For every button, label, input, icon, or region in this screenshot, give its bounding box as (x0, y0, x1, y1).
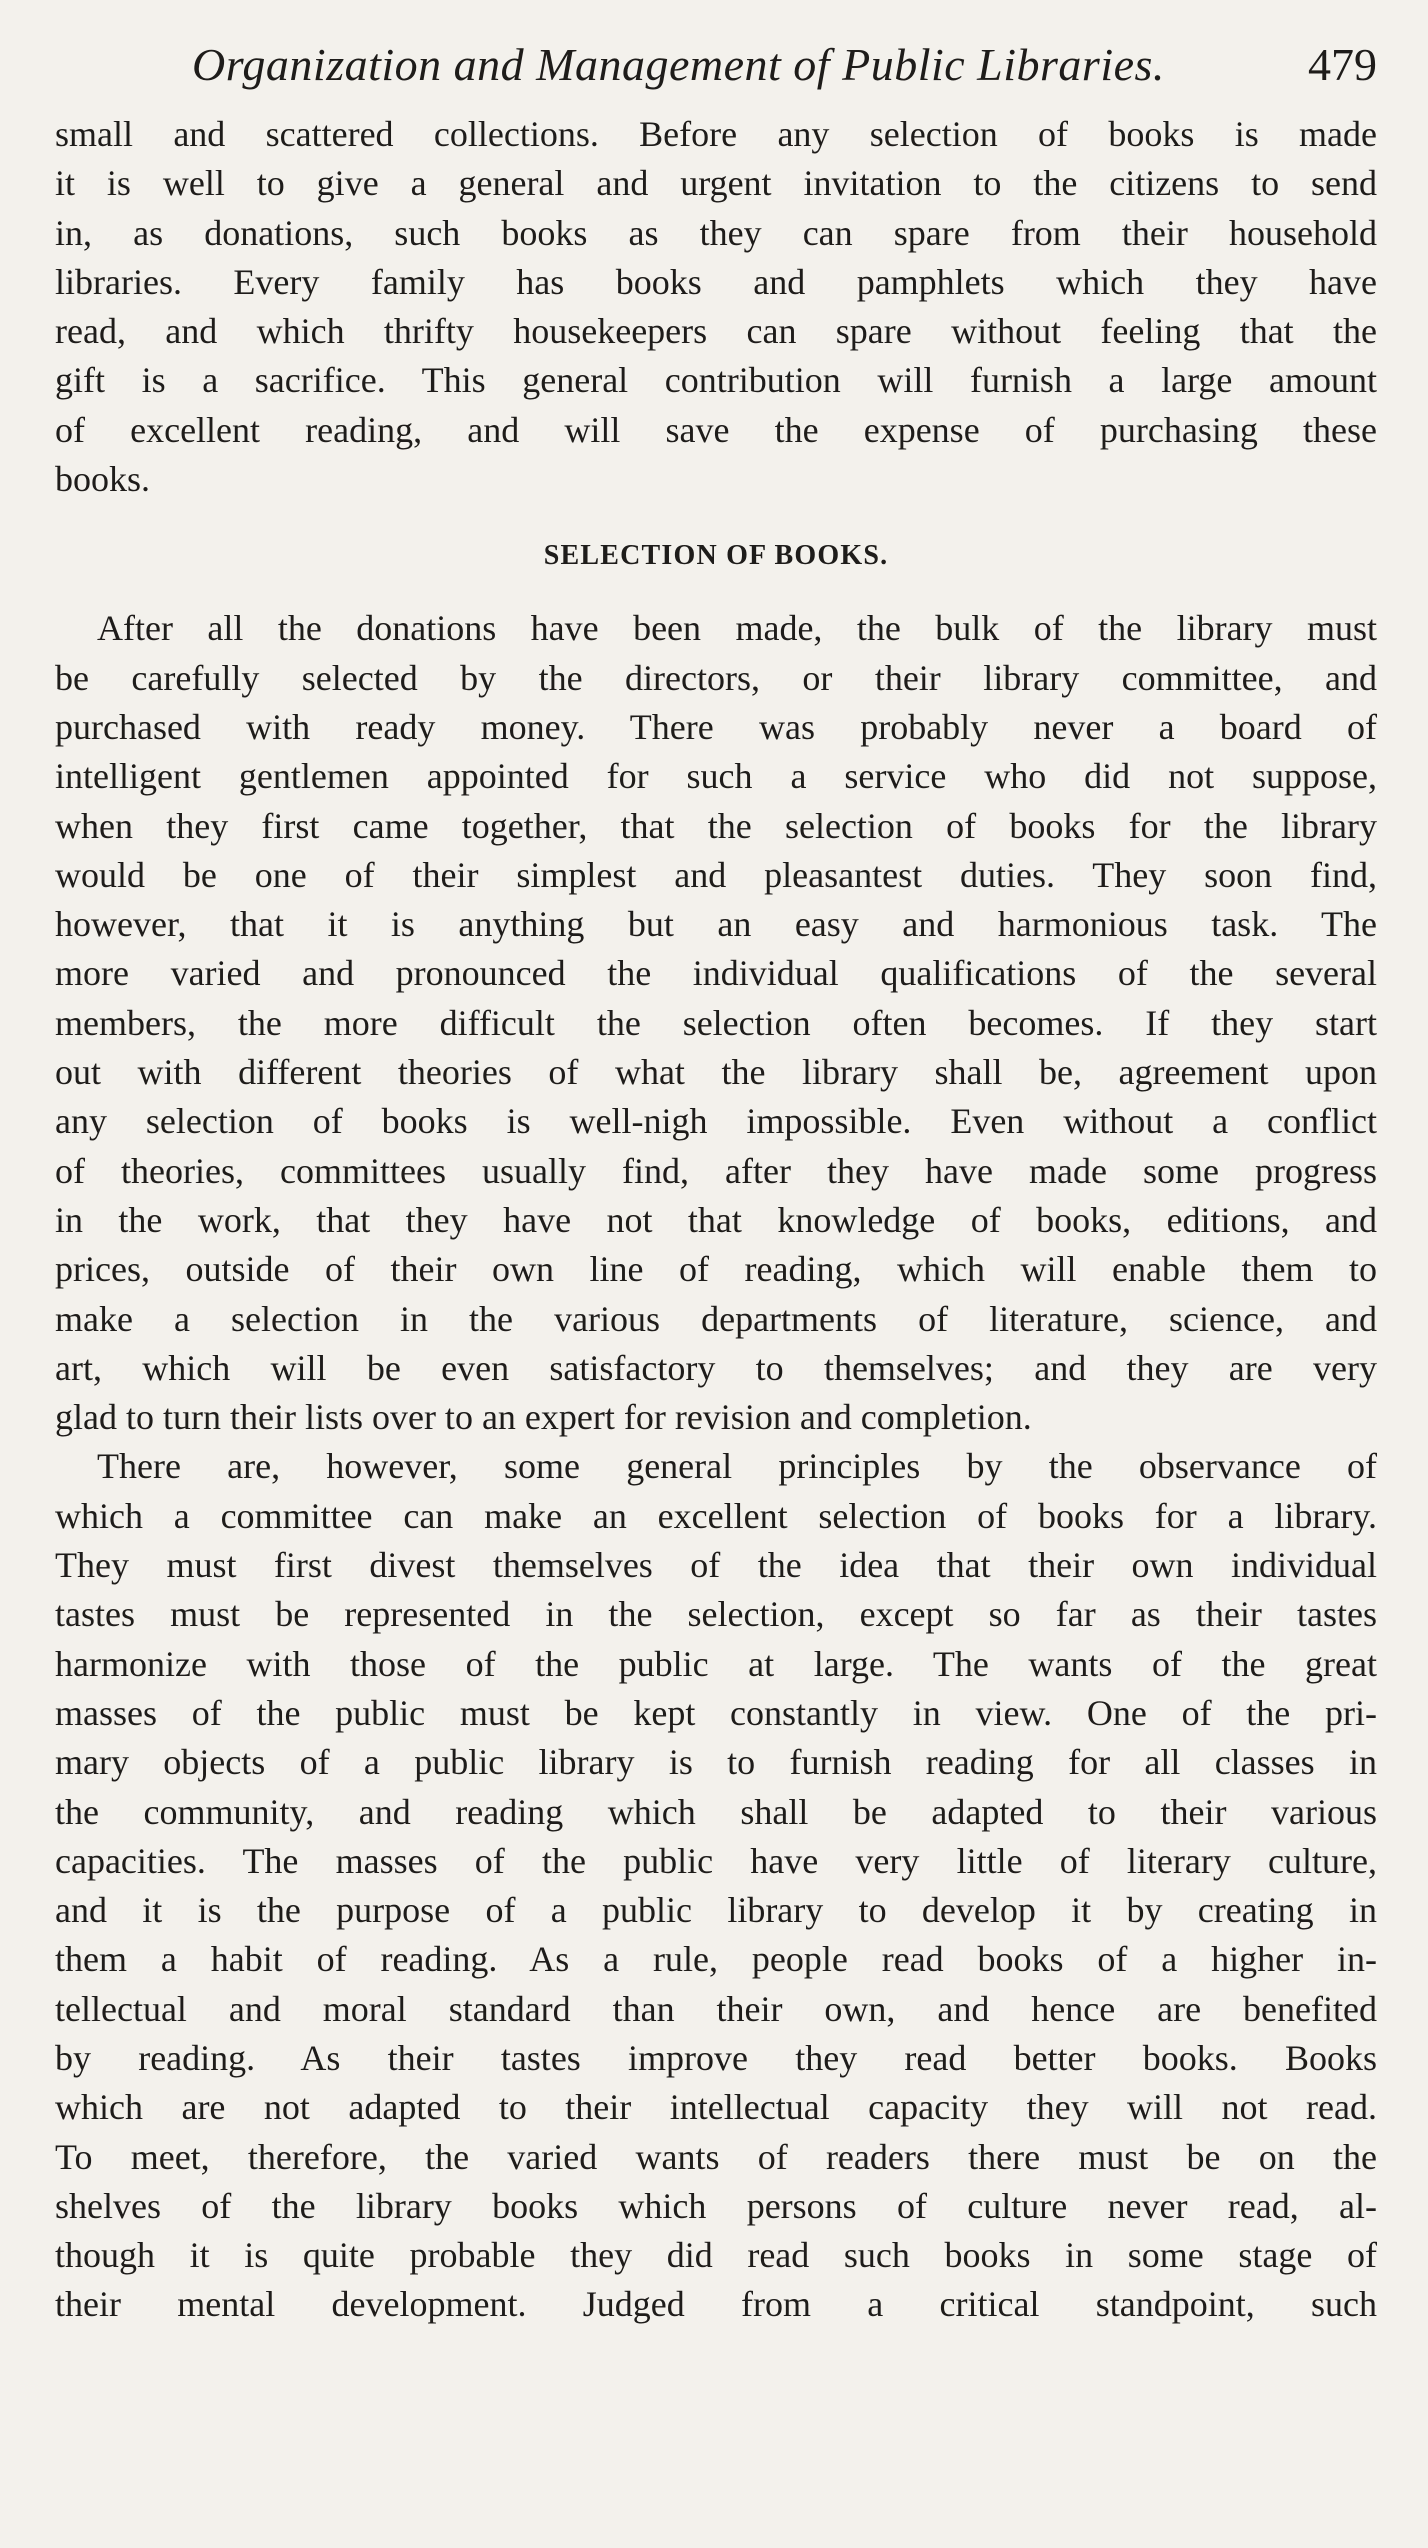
text-line: masses of the public must be kept constantly in view. One of the pri- (55, 1692, 1377, 1733)
section-heading: SELECTION OF BOOKS. (543, 540, 889, 572)
text-line: which are not adapted to their intellectual capacity they will not read. (55, 2087, 1377, 2128)
text-line: harmonize with those of the public at large. The wants of the great (55, 1643, 1377, 1684)
text-line: by reading. As their tastes improve they read better books. Books (55, 2037, 1377, 2078)
text-line: out with different theories of what the library shall be, agreement upon (55, 1052, 1377, 1093)
text-line: purchased with ready money. There was probably never a board of (55, 706, 1377, 747)
text-line: capacities. The masses of the public have very little of literary culture, (55, 1840, 1377, 1881)
text-line: small and scattered collections. Before any selection of books is made (55, 114, 1377, 154)
text-line: libraries. Every family has books and pamphlets which they have (55, 261, 1377, 302)
page-number: 479 (1308, 39, 1377, 90)
text-line: it is well to give a general and urgent invitation to the citizens to send (55, 163, 1377, 204)
text-line: any selection of books is well-nigh impossible. Even without a conflict (55, 1101, 1377, 1142)
text-line: of theories, committees usually find, after they have made some progress (55, 1150, 1377, 1191)
text-line: intelligent gentlemen appointed for such a service who did not suppose, (55, 756, 1377, 797)
text-line: more varied and pronounced the individual qualifications of the several (55, 953, 1377, 994)
page-header (55, 38, 1377, 110)
book-page (55, 38, 1377, 2330)
text-line: gift is a sacrifice. This general contribution will furnish a large amount (55, 360, 1377, 401)
text-line: the community, and reading which shall be adapted to their various (55, 1791, 1377, 1832)
paragraph-donations (55, 110, 1377, 504)
text-line: read, and which thrifty housekeepers can spare without feeling that the (55, 311, 1377, 352)
text-line: shelves of the library books which persons of culture never read, al- (55, 2185, 1377, 2226)
text-line: They must first divest themselves of the idea that their own individual (55, 1545, 1377, 1586)
paragraph-selection-committee (55, 604, 1377, 1442)
text-line: mary objects of a public library is to furnish reading for all classes in (55, 1742, 1377, 1783)
text-line: art, which will be even satisfactory to themselves; and they are very (55, 1347, 1377, 1388)
text-line: make a selection in the various departments of literature, science, and (55, 1298, 1377, 1339)
text-line: would be one of their simplest and pleasantest duties. They soon find, (55, 854, 1377, 895)
text-line: though it is quite probable they did read such books in some stage of (55, 2235, 1377, 2276)
text-line: in the work, that they have not that knowledge of books, editions, and (55, 1199, 1377, 1240)
running-title: Organization and Management of Public Libraries. (192, 39, 1165, 90)
paragraph-general-principles (55, 1442, 1377, 2329)
text-line: members, the more difficult the selection often becomes. If they start (55, 1002, 1377, 1043)
text-line: tellectual and moral standard than their own, and hence are benefited (55, 1988, 1377, 2029)
text-line: To meet, therefore, the varied wants of readers there must be on the (55, 2136, 1377, 2177)
text-line: in, as donations, such books as they can spare from their household (55, 212, 1377, 253)
text-line: when they first came together, that the selection of books for the library (55, 805, 1377, 846)
text-line: their mental development. Judged from a critical standpoint, such (55, 2284, 1377, 2325)
text-line: There are, however, some general principles by the observance of (97, 1446, 1377, 1487)
text-line: books. (55, 459, 151, 500)
text-line: prices, outside of their own line of reading, which will enable them to (55, 1249, 1377, 1290)
text-line: of excellent reading, and will save the expense of purchasing these (55, 409, 1377, 450)
text-line: them a habit of reading. As a rule, people read books of a higher in- (55, 1939, 1377, 1980)
text-line: tastes must be represented in the selection, except so far as their tastes (55, 1594, 1377, 1635)
text-line: be carefully selected by the directors, or their library committee, and (55, 657, 1377, 698)
text-line: glad to turn their lists over to an expert for revision and completion. (55, 1397, 1032, 1438)
text-line: however, that it is anything but an easy and harmonious task. The (55, 904, 1377, 945)
text-line: which a committee can make an excellent selection of books for a library. (55, 1495, 1377, 1536)
text-line: After all the donations have been made, the bulk of the library must (97, 608, 1377, 649)
text-line: and it is the purpose of a public library to develop it by creating in (55, 1890, 1377, 1931)
